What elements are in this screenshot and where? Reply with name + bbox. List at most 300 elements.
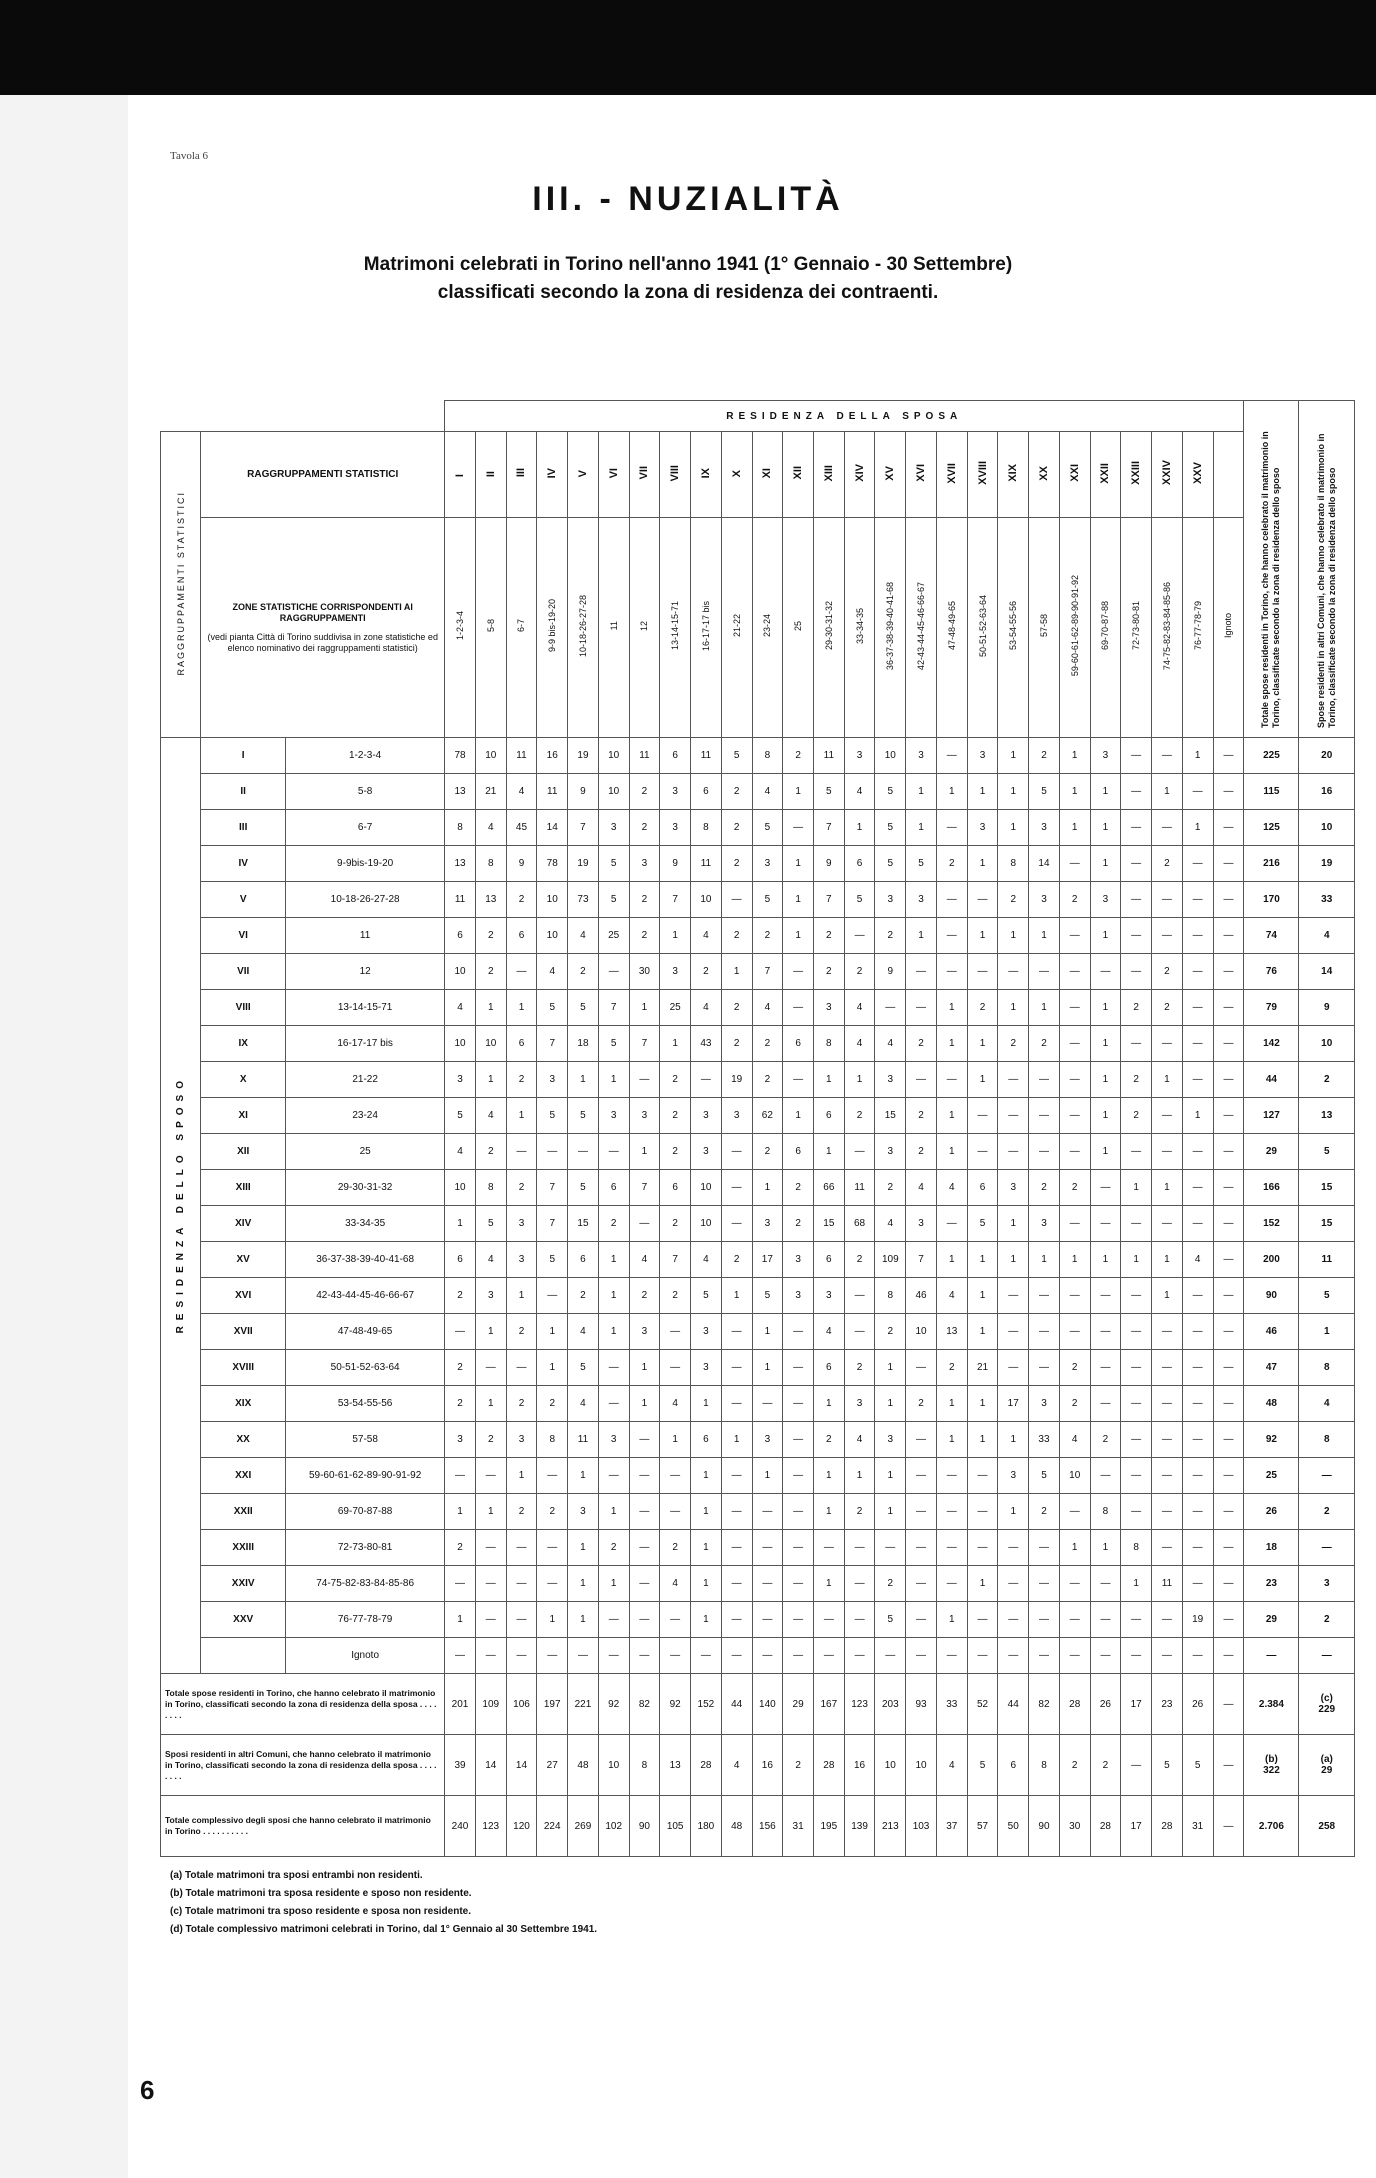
cell-value: 5 — [568, 990, 599, 1026]
cell-value: 4 — [1182, 1242, 1213, 1278]
column-roman-header — [537, 432, 568, 518]
cell-value: 2 — [1121, 1062, 1152, 1098]
cell-value: 1 — [813, 1134, 844, 1170]
total-value: 39 — [445, 1735, 476, 1796]
cell-value: 1 — [598, 1242, 629, 1278]
row-total-other: 2 — [1299, 1602, 1355, 1638]
cell-value: 8 — [691, 810, 722, 846]
footnote-marker: (c) — [1320, 1693, 1333, 1704]
column-zone-label: 13-14-15-71 — [670, 601, 681, 651]
cell-value: 3 — [691, 1098, 722, 1134]
cell-value: — — [906, 1566, 937, 1602]
cell-value: 3 — [967, 810, 998, 846]
cell-value: 43 — [691, 1026, 722, 1062]
cell-value: 2 — [506, 1314, 537, 1350]
cell-value: 4 — [752, 774, 783, 810]
cell-value: 2 — [568, 1278, 599, 1314]
table-row — [161, 1278, 1355, 1314]
column-zone-label: 10-18-26-27-28 — [577, 594, 588, 658]
cell-value: — — [629, 1566, 660, 1602]
row-total-other: 19 — [1299, 846, 1355, 882]
cell-value: 3 — [1029, 1206, 1060, 1242]
cell-value: 11 — [629, 738, 660, 774]
cell-value: 3 — [691, 1134, 722, 1170]
cell-value: — — [936, 1494, 967, 1530]
cell-value: 9 — [568, 774, 599, 810]
column-roman-header — [598, 432, 629, 518]
cell-value: — — [721, 1530, 752, 1566]
cell-value: 4 — [475, 1242, 506, 1278]
cell-value: — — [1213, 1314, 1244, 1350]
total-value: 33 — [936, 1674, 967, 1735]
column-zone-header — [721, 518, 752, 738]
cell-value: 8 — [537, 1422, 568, 1458]
cell-value: — — [537, 1278, 568, 1314]
cell-value: 2 — [844, 1098, 875, 1134]
cell-value: 3 — [906, 1206, 937, 1242]
cell-value: 2 — [506, 882, 537, 918]
cell-value: — — [1029, 1134, 1060, 1170]
cell-value: — — [1059, 1494, 1090, 1530]
cell-value: — — [998, 1098, 1029, 1134]
cell-value: 6 — [445, 918, 476, 954]
cell-value: 2 — [1152, 954, 1183, 990]
column-roman-header — [752, 432, 783, 518]
total-col-1-label: Totale spose residenti in Torino, che hanno celebrato il matrimonio in Torino, classificate secondo la zona di residenza dello sposo — [1260, 430, 1282, 728]
cell-value: 2 — [629, 774, 660, 810]
cell-value: — — [998, 954, 1029, 990]
row-total-other: 13 — [1299, 1098, 1355, 1134]
table-row — [161, 1566, 1355, 1602]
cell-value: 5 — [967, 1206, 998, 1242]
total-value: 29 — [783, 1674, 814, 1735]
cell-value: 10 — [691, 1170, 722, 1206]
total-value: 10 — [875, 1735, 906, 1796]
cell-value: — — [1152, 1530, 1183, 1566]
total-col-2-header — [1299, 401, 1355, 738]
cell-value: 4 — [691, 1242, 722, 1278]
column-zone-header — [629, 518, 660, 738]
cell-value: 2 — [721, 774, 752, 810]
cell-value: 1 — [1029, 918, 1060, 954]
row-total-torino: 125 — [1244, 810, 1299, 846]
cell-value: 2 — [629, 918, 660, 954]
cell-value: 6 — [445, 1242, 476, 1278]
row-zone: 42-43-44-45-46-66-67 — [286, 1278, 445, 1314]
cell-value: 2 — [475, 954, 506, 990]
cell-value: 4 — [813, 1314, 844, 1350]
cell-value: 3 — [568, 1494, 599, 1530]
cell-value: 2 — [1059, 1386, 1090, 1422]
cell-value: 4 — [844, 990, 875, 1026]
cell-value: 1 — [1152, 774, 1183, 810]
cell-value: — — [1213, 1386, 1244, 1422]
cell-value: — — [998, 1134, 1029, 1170]
cell-value: — — [967, 1494, 998, 1530]
cell-value: — — [844, 1602, 875, 1638]
cell-value: 4 — [906, 1170, 937, 1206]
cell-value: — — [906, 1062, 937, 1098]
cell-value: 8 — [475, 846, 506, 882]
total-value: 28 — [1152, 1796, 1183, 1857]
total-value: 195 — [813, 1796, 844, 1857]
cell-value: 1 — [598, 1314, 629, 1350]
cell-value: — — [1213, 882, 1244, 918]
cell-value: — — [1152, 1422, 1183, 1458]
cell-value: 1 — [660, 1422, 691, 1458]
row-total-torino: 225 — [1244, 738, 1299, 774]
data-table — [160, 400, 1355, 1857]
column-zone-header — [660, 518, 691, 738]
cell-value: 3 — [875, 1134, 906, 1170]
cell-value: 4 — [752, 990, 783, 1026]
cell-value: — — [967, 1098, 998, 1134]
column-zone-label: 69-70-87-88 — [1100, 601, 1111, 651]
cell-value: 3 — [783, 1278, 814, 1314]
cell-value: 4 — [844, 774, 875, 810]
cell-value: 25 — [660, 990, 691, 1026]
cell-value: 2 — [906, 1386, 937, 1422]
cell-value: 3 — [506, 1206, 537, 1242]
column-roman-header — [783, 432, 814, 518]
cell-value: 5 — [875, 810, 906, 846]
table-row — [161, 990, 1355, 1026]
cell-value: — — [1059, 846, 1090, 882]
total-row-label: Totale spose residenti in Torino, che hanno celebrato il matrimonio in Torino, classificati secondo la zona di residenza della sposa . . . . . . . . — [161, 1674, 445, 1735]
total-value: 105 — [660, 1796, 691, 1857]
cell-value: 2 — [844, 1350, 875, 1386]
cell-value: — — [1121, 1206, 1152, 1242]
cell-value: 2 — [1121, 1098, 1152, 1134]
cell-value: 2 — [445, 1278, 476, 1314]
column-roman-label: IV — [546, 467, 559, 479]
cell-value: 1 — [1059, 1242, 1090, 1278]
cell-value: 5 — [752, 810, 783, 846]
cell-value: 6 — [783, 1134, 814, 1170]
row-zone: 13-14-15-71 — [286, 990, 445, 1026]
column-zone-label: 16-17-17 bis — [700, 600, 711, 652]
total-value: 197 — [537, 1674, 568, 1735]
row-zone: 50-51-52-63-64 — [286, 1350, 445, 1386]
total-value: 106 — [506, 1674, 537, 1735]
cell-value: 2 — [629, 810, 660, 846]
cell-value: — — [1182, 954, 1213, 990]
total-value: 90 — [629, 1796, 660, 1857]
cell-value: — — [906, 990, 937, 1026]
column-roman-label: III — [515, 468, 528, 478]
row-total-other: 15 — [1299, 1206, 1355, 1242]
total-row — [161, 1796, 1355, 1857]
cell-value: 13 — [475, 882, 506, 918]
footnote-a: (a) Totale matrimoni tra sposi entrambi non residenti. — [170, 1870, 423, 1881]
cell-value: 7 — [537, 1170, 568, 1206]
row-total-torino: 29 — [1244, 1602, 1299, 1638]
row-roman: XVIII — [201, 1350, 286, 1386]
cell-value: — — [783, 1530, 814, 1566]
cell-value: 1 — [1152, 1242, 1183, 1278]
cell-value: 3 — [660, 774, 691, 810]
table-row — [161, 1422, 1355, 1458]
row-total-other: 9 — [1299, 990, 1355, 1026]
column-roman-header — [660, 432, 691, 518]
cell-value: 2 — [1059, 1170, 1090, 1206]
cell-value: 3 — [598, 810, 629, 846]
cell-value: — — [1029, 1602, 1060, 1638]
cell-value: 4 — [875, 1026, 906, 1062]
cell-value: 5 — [568, 1170, 599, 1206]
column-zone-header — [783, 518, 814, 738]
cell-value: 6 — [813, 1242, 844, 1278]
cell-value: — — [1182, 1350, 1213, 1386]
table-row — [161, 1494, 1355, 1530]
cell-value: 7 — [629, 1170, 660, 1206]
cell-value: — — [568, 1638, 599, 1674]
raggruppamenti-vertical-cell — [161, 432, 201, 738]
cell-value: — — [1213, 1278, 1244, 1314]
cell-value: 1 — [1152, 1062, 1183, 1098]
cell-value: 3 — [598, 1098, 629, 1134]
grand-total-torino — [1244, 1674, 1299, 1735]
cell-value: 11 — [844, 1170, 875, 1206]
cell-value: 1 — [875, 1494, 906, 1530]
cell-value: 3 — [1090, 882, 1121, 918]
cell-value: — — [936, 1638, 967, 1674]
cell-value: 2 — [660, 1278, 691, 1314]
cell-value: 1 — [1090, 1530, 1121, 1566]
cell-value: 7 — [537, 1206, 568, 1242]
column-zone-header — [844, 518, 875, 738]
cell-value: 3 — [629, 846, 660, 882]
cell-value: 1 — [1182, 1098, 1213, 1134]
zone-header — [201, 518, 445, 738]
total-value: 6 — [998, 1735, 1029, 1796]
cell-value: 5 — [1029, 774, 1060, 810]
total-value: 103 — [906, 1796, 937, 1857]
cell-value: 3 — [813, 1278, 844, 1314]
cell-value: 6 — [506, 918, 537, 954]
cell-value: 1 — [1090, 1062, 1121, 1098]
cell-value: 2 — [813, 918, 844, 954]
cell-value: — — [629, 1458, 660, 1494]
cell-value: — — [1059, 1098, 1090, 1134]
row-total-torino: 18 — [1244, 1530, 1299, 1566]
column-zone-header — [1121, 518, 1152, 738]
cell-value: 2 — [936, 846, 967, 882]
cell-value: 1 — [936, 990, 967, 1026]
row-roman: XII — [201, 1134, 286, 1170]
cell-value: 7 — [598, 990, 629, 1026]
row-total-torino: 25 — [1244, 1458, 1299, 1494]
column-roman-label: X — [730, 469, 743, 477]
total-value: 82 — [629, 1674, 660, 1735]
cell-value: 1 — [691, 1566, 722, 1602]
cell-value: 10 — [691, 1206, 722, 1242]
cell-value: 2 — [475, 1422, 506, 1458]
cell-value: 2 — [875, 1314, 906, 1350]
cell-value: 1 — [1121, 1242, 1152, 1278]
cell-value: 2 — [660, 1530, 691, 1566]
cell-value: 9 — [660, 846, 691, 882]
cell-value: — — [967, 1638, 998, 1674]
cell-value: — — [998, 1530, 1029, 1566]
cell-value: — — [1121, 1026, 1152, 1062]
cell-value: 2 — [660, 1062, 691, 1098]
cell-value: 2 — [660, 1134, 691, 1170]
total-row — [161, 1674, 1355, 1735]
row-roman: XX — [201, 1422, 286, 1458]
table-row — [161, 918, 1355, 954]
residenza-sposo-label: RESIDENZA DELLO SPOSO — [174, 1074, 186, 1334]
column-roman-label: XXIV — [1160, 460, 1173, 486]
cell-value: 3 — [967, 738, 998, 774]
cell-value: — — [1029, 1278, 1060, 1314]
cell-value: — — [906, 1458, 937, 1494]
cell-value: 1 — [1090, 1242, 1121, 1278]
total-value: 44 — [721, 1674, 752, 1735]
cell-value: — — [721, 1458, 752, 1494]
cell-value: — — [1213, 1458, 1244, 1494]
cell-value: 5 — [906, 846, 937, 882]
cell-value: — — [1213, 1062, 1244, 1098]
cell-value: — — [1152, 918, 1183, 954]
cell-value: 8 — [752, 738, 783, 774]
row-zone: 10-18-26-27-28 — [286, 882, 445, 918]
total-value: — — [1213, 1735, 1244, 1796]
cell-value: 3 — [752, 1206, 783, 1242]
column-roman-header — [445, 432, 476, 518]
cell-value: — — [1213, 1530, 1244, 1566]
cell-value: 2 — [998, 882, 1029, 918]
cell-value: 2 — [752, 1062, 783, 1098]
cell-value: — — [936, 1062, 967, 1098]
cell-value: 5 — [598, 882, 629, 918]
cell-value: — — [906, 1350, 937, 1386]
row-zone: 69-70-87-88 — [286, 1494, 445, 1530]
cell-value: 1 — [1090, 1134, 1121, 1170]
row-total-torino: 74 — [1244, 918, 1299, 954]
cell-value: — — [1213, 1422, 1244, 1458]
cell-value: — — [506, 954, 537, 990]
column-roman-label: XII — [792, 466, 805, 480]
cell-value: 1 — [1059, 738, 1090, 774]
grand-total-value: 2.384 — [1258, 1698, 1284, 1710]
column-roman-label: XVI — [915, 464, 928, 482]
cell-value: 1 — [998, 774, 1029, 810]
column-roman-header — [967, 432, 998, 518]
row-total-other: 5 — [1299, 1134, 1355, 1170]
column-roman-header — [1090, 432, 1121, 518]
column-zone-header — [1059, 518, 1090, 738]
cell-value: 4 — [568, 1314, 599, 1350]
column-roman-header — [1152, 432, 1183, 518]
cell-value: — — [1121, 1638, 1152, 1674]
column-roman-header — [629, 432, 660, 518]
cell-value: — — [1121, 1386, 1152, 1422]
cell-value: 2 — [1090, 1422, 1121, 1458]
cell-value: — — [783, 954, 814, 990]
cell-value: 4 — [506, 774, 537, 810]
cell-value: 3 — [752, 846, 783, 882]
column-zone-header — [506, 518, 537, 738]
cell-value: 1 — [1090, 918, 1121, 954]
cell-value: — — [844, 1134, 875, 1170]
cell-value: 109 — [875, 1242, 906, 1278]
row-zone: 12 — [286, 954, 445, 990]
column-roman-header — [721, 432, 752, 518]
cell-value: 1 — [629, 990, 660, 1026]
cell-value: 1 — [568, 1062, 599, 1098]
cell-value: 3 — [629, 1314, 660, 1350]
cell-value: — — [1152, 1026, 1183, 1062]
footnote-b: (b) Totale matrimoni tra sposa residente e sposo non residente. — [170, 1888, 472, 1899]
cell-value: — — [721, 1206, 752, 1242]
cell-value: 2 — [752, 918, 783, 954]
row-total-other: 33 — [1299, 882, 1355, 918]
cell-value: — — [1121, 810, 1152, 846]
cell-value: — — [1059, 990, 1090, 1026]
cell-value: 4 — [691, 918, 722, 954]
cell-value: — — [1213, 990, 1244, 1026]
cell-value: — — [1182, 1170, 1213, 1206]
cell-value: — — [1029, 1098, 1060, 1134]
cell-value: — — [844, 1278, 875, 1314]
total-value: 13 — [660, 1735, 691, 1796]
cell-value: 6 — [691, 1422, 722, 1458]
cell-value: 5 — [752, 882, 783, 918]
total-value: 57 — [967, 1796, 998, 1857]
total-value: 224 — [537, 1796, 568, 1857]
cell-value: 2 — [844, 1494, 875, 1530]
cell-value: 8 — [998, 846, 1029, 882]
table-row — [161, 1026, 1355, 1062]
cell-value: — — [629, 1638, 660, 1674]
total-value: 8 — [1029, 1735, 1060, 1796]
cell-value: 3 — [906, 882, 937, 918]
cell-value: 1 — [721, 1422, 752, 1458]
cell-value: — — [1213, 1350, 1244, 1386]
cell-value: 1 — [906, 774, 937, 810]
row-total-torino: 48 — [1244, 1386, 1299, 1422]
cell-value: — — [1121, 1422, 1152, 1458]
total-value: 31 — [783, 1796, 814, 1857]
row-total-torino: 170 — [1244, 882, 1299, 918]
cell-value: 2 — [783, 1170, 814, 1206]
column-roman-label: V — [576, 469, 589, 477]
cell-value: 5 — [875, 774, 906, 810]
row-total-torino: 90 — [1244, 1278, 1299, 1314]
cell-value: 2 — [475, 918, 506, 954]
cell-value: — — [1121, 882, 1152, 918]
cell-value: — — [998, 1602, 1029, 1638]
cell-value: 10 — [1059, 1458, 1090, 1494]
column-roman-header — [691, 432, 722, 518]
cell-value: — — [1059, 1026, 1090, 1062]
total-value: 23 — [1152, 1674, 1183, 1735]
cell-value: 1 — [537, 1602, 568, 1638]
total-value: 17 — [1121, 1796, 1152, 1857]
cell-value: 1 — [998, 810, 1029, 846]
total-value: 28 — [691, 1735, 722, 1796]
cell-value: — — [906, 954, 937, 990]
column-zone-label: 9-9 bis-19-20 — [547, 599, 558, 653]
table-row — [161, 1386, 1355, 1422]
footnote-marker: (b) — [1265, 1754, 1278, 1765]
cell-value: 1 — [660, 918, 691, 954]
row-roman: XXV — [201, 1602, 286, 1638]
footnote-marker: (a) — [1320, 1754, 1333, 1765]
cell-value: 2 — [660, 1098, 691, 1134]
total-value: 2 — [1090, 1735, 1121, 1796]
